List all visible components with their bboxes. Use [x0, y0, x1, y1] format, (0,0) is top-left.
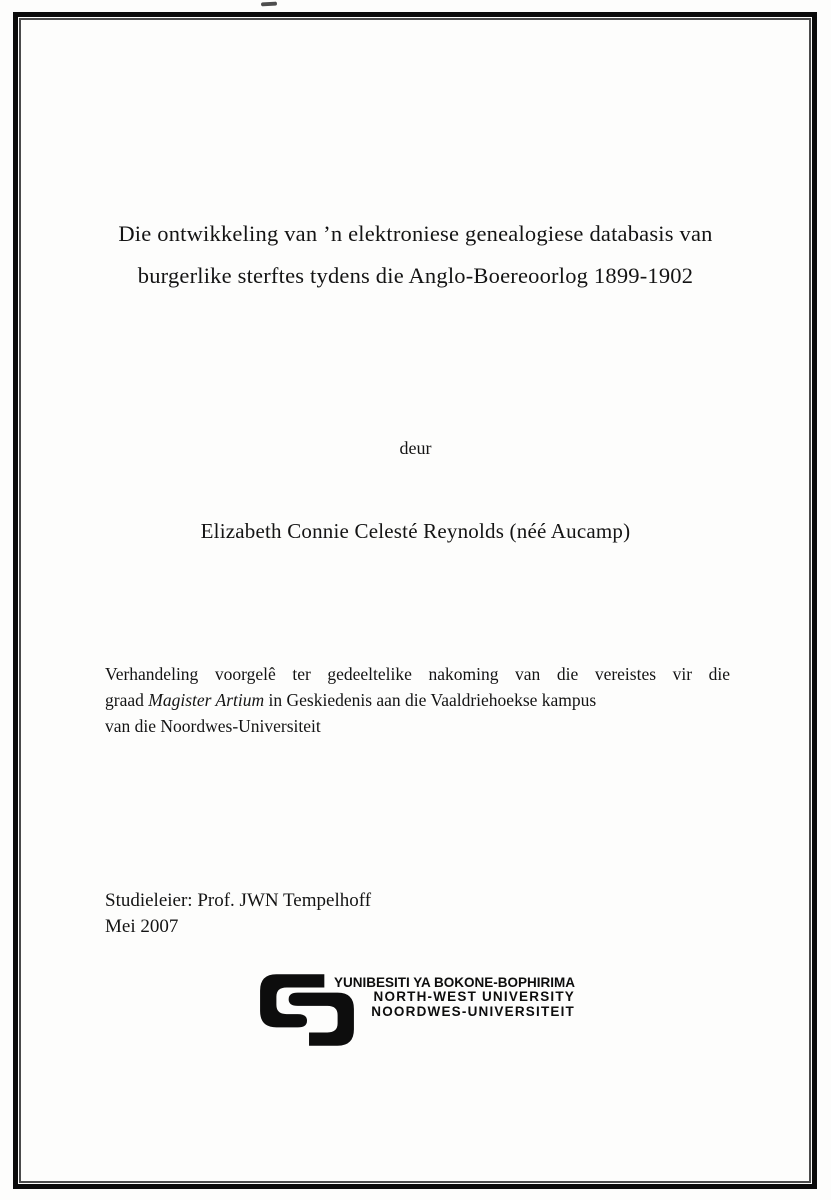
thesis-title [0, 213, 831, 297]
logo-line-1: YUNIBESITI YA BOKONE-BOPHIRIMA [333, 975, 575, 990]
degree-name-italic: Magister Artium [148, 690, 265, 710]
date-line: Mei 2007 [105, 915, 179, 937]
logo-line-2: NORTH-WEST UNIVERSITY [373, 989, 575, 1005]
author-name: Elizabeth Connie Celesté Reynolds (néé Aucamp) [200, 519, 631, 543]
statement-line-2 [105, 687, 730, 713]
thesis-title-line-2: burgerlike sterftes tydens die Anglo-Boereoorlog 1899-1902 [137, 263, 694, 288]
statement-line-1: Verhandeling voorgelê ter gedeeltelike nakoming van die vereistes vir die [105, 664, 730, 684]
supervisor-line: Studieleier: Prof. JWN Tempelhoff [105, 890, 372, 911]
statement-line-2-before: graad [105, 690, 149, 710]
statement-line-3: van die Noordwes-Universiteit [105, 716, 321, 736]
supervisor-block [105, 888, 371, 939]
byline-deur: deur [399, 438, 432, 458]
statement-line-2-after: in Geskiedenis aan die Vaaldriehoekse kampus [264, 690, 597, 710]
submission-statement [105, 661, 730, 739]
nwu-logo-text [320, 976, 575, 1019]
scan-artifact-smudge [261, 2, 277, 7]
logo-line-3: NOORDWES-UNIVERSITEIT [371, 1003, 575, 1019]
thesis-title-line-1: Die ontwikkeling van ’n elektroniese genealogiese databasis van [118, 221, 713, 246]
